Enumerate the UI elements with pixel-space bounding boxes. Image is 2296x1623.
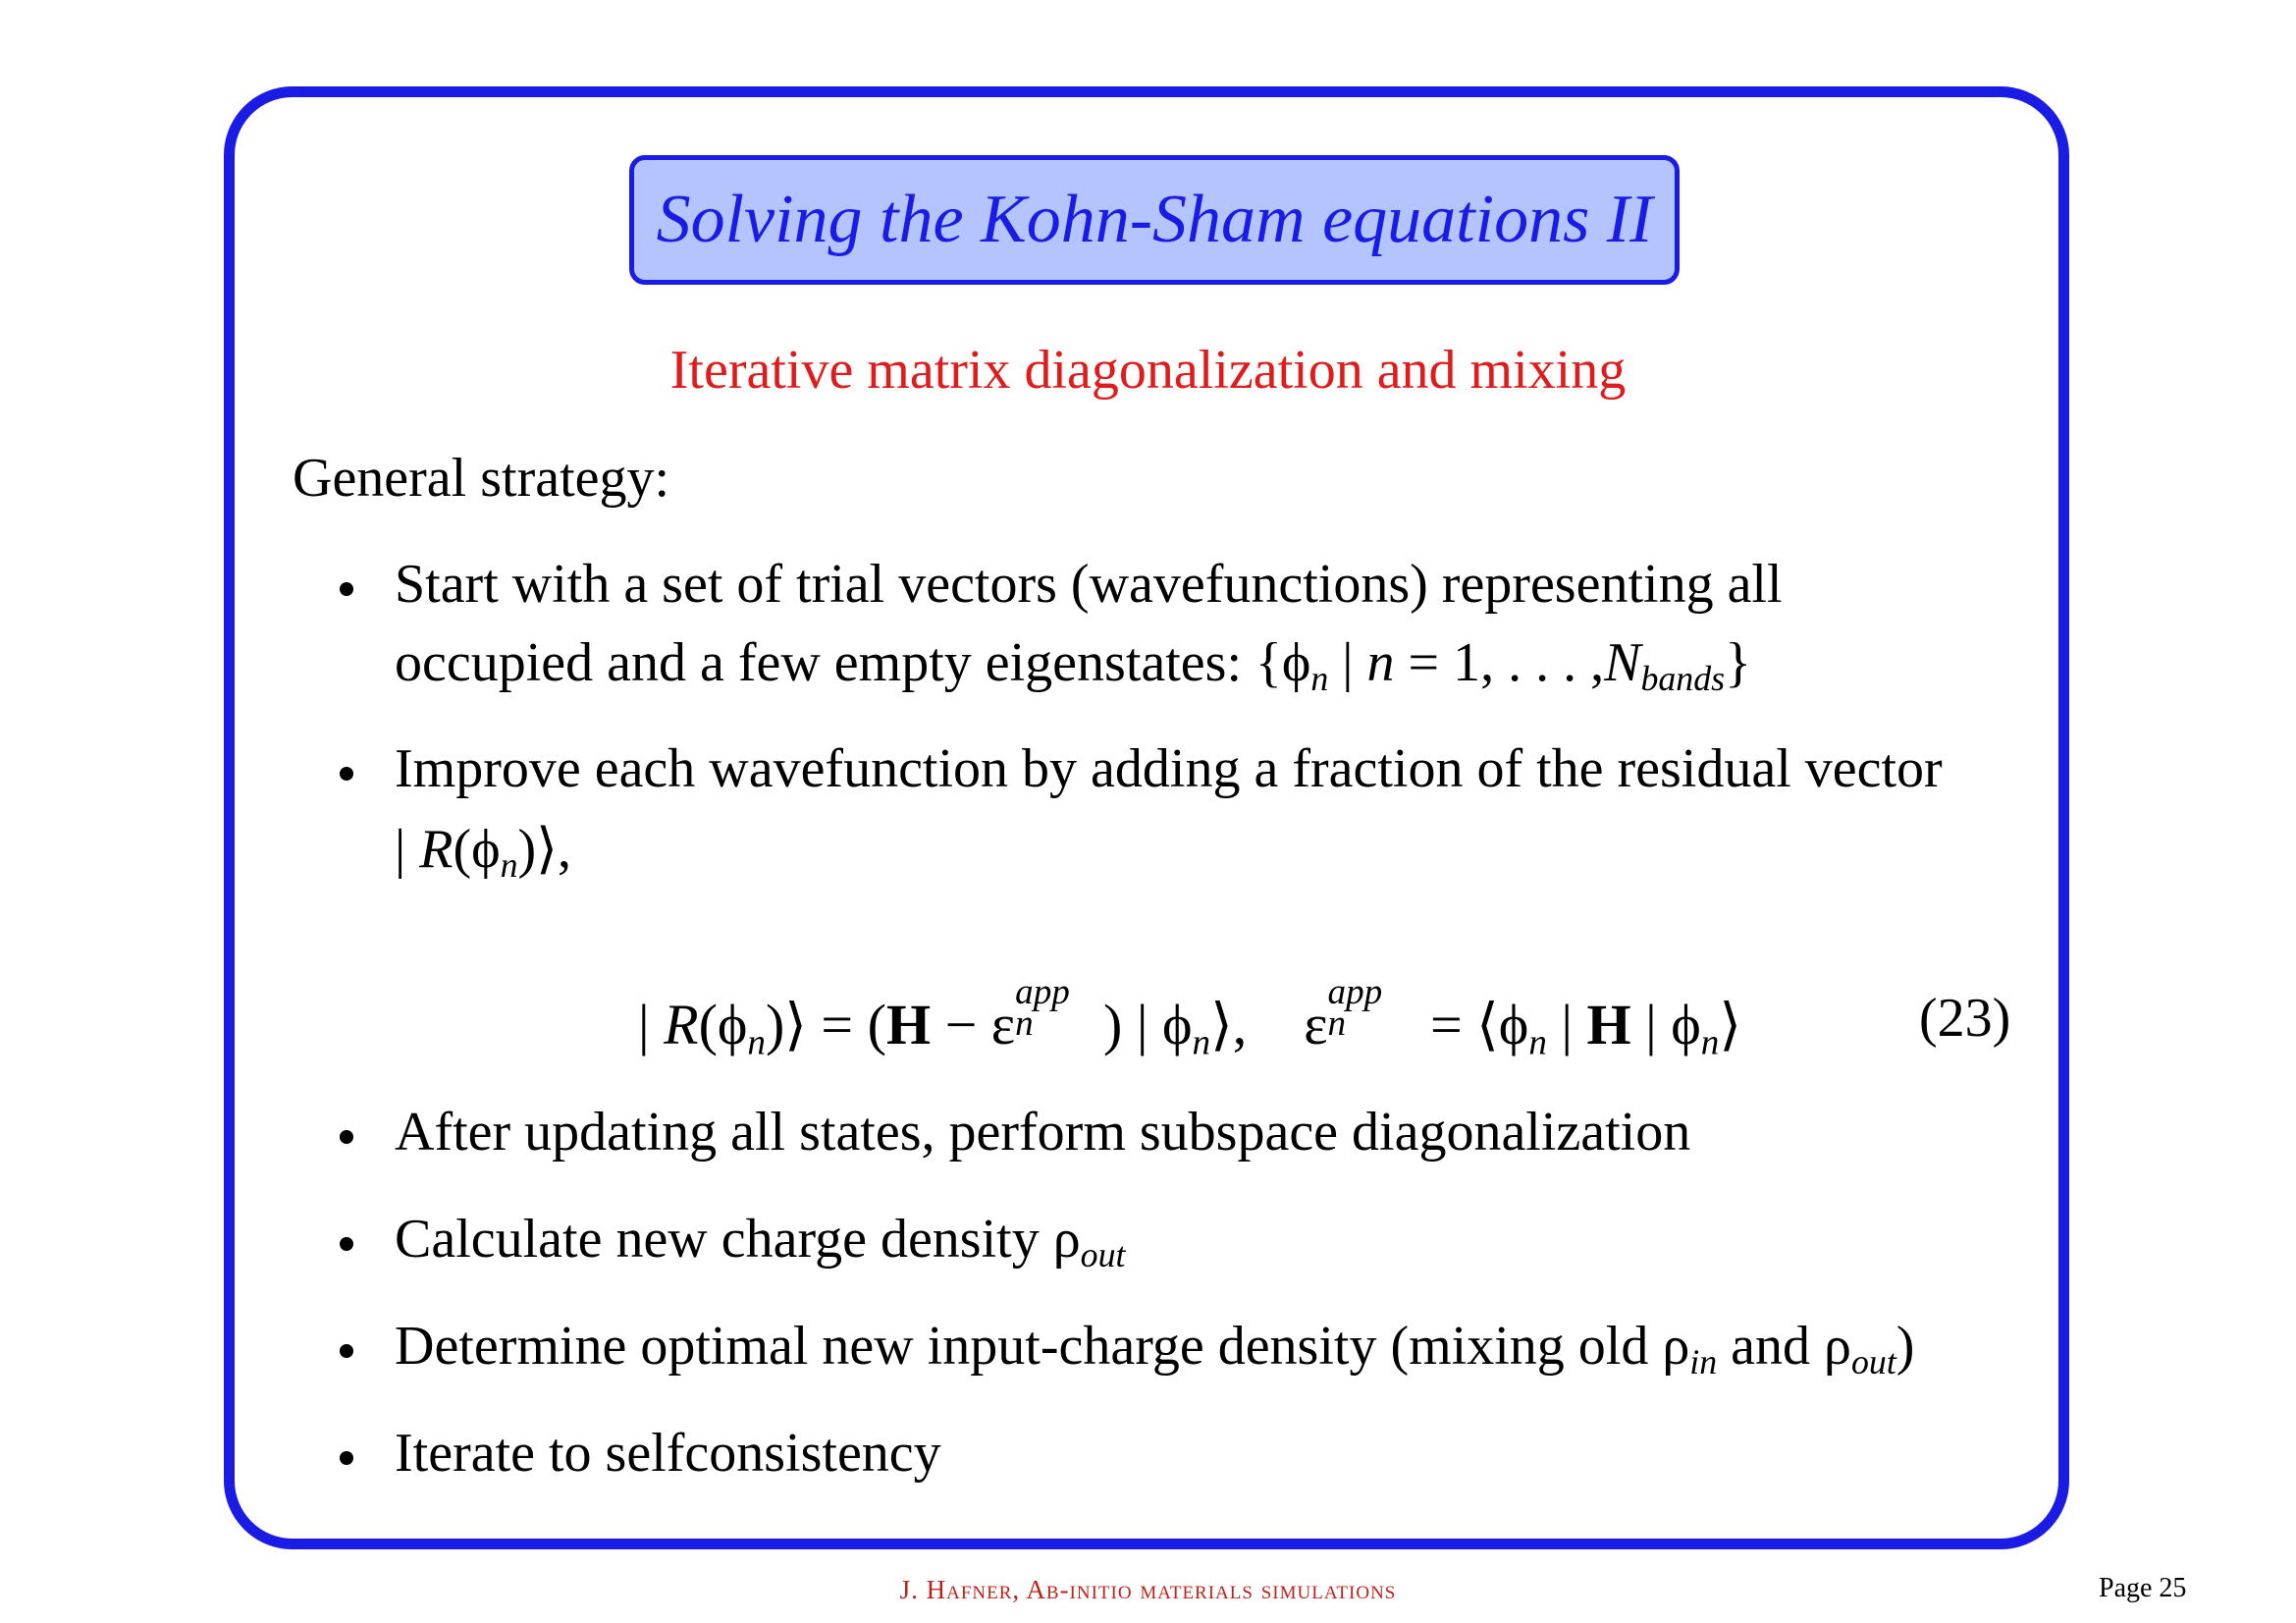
intro-text: General strategy: xyxy=(293,448,670,509)
bullet-3-text: After updating all states, perform subspace diagonalization xyxy=(395,1102,1691,1163)
bullet-5-text-post: ) xyxy=(1896,1316,1915,1377)
equation-number: (23) xyxy=(1919,988,2011,1049)
page-number: Page 25 xyxy=(2099,1573,2187,1603)
residual-vector-formula: | $R(\phi_n)⟩$, xyxy=(395,819,571,886)
bullet-dot-1 xyxy=(340,582,353,596)
band-set-formula: {$\phi_n$ | n = 1, . . . $,N_{bands}$} xyxy=(1255,632,1751,699)
title-box xyxy=(629,155,1680,285)
bullet-6-text: Iterate to selfconsistency xyxy=(395,1423,941,1484)
bullet-1-line-2 xyxy=(395,631,1751,699)
rho-out-symbol: $\rho_{out}$ xyxy=(1052,1209,1126,1275)
bullet-1-line-2-text: occupied and a few empty eigenstates: xyxy=(395,632,1255,693)
bullet-dot-6 xyxy=(340,1451,353,1465)
footer-credit xyxy=(0,1575,2296,1605)
bullet-1-line-1: Start with a set of trial vectors (wavefunctions) representing all xyxy=(395,554,1783,615)
bullet-5-text-mid: and xyxy=(1717,1316,1825,1377)
bullet-2-line-1: Improve each wavefunction by adding a fraction of the residual vector xyxy=(395,738,1943,799)
bullet-4-text: Calculate new charge density xyxy=(395,1209,1053,1270)
bullet-5 xyxy=(395,1315,1915,1382)
bullet-5-text-pre: Determine optimal new input-charge density (mixing old xyxy=(395,1316,1663,1377)
bullet-dot-2 xyxy=(340,767,353,781)
footer-credit-text: J. Hafner, Ab-initio materials simulations xyxy=(899,1575,1397,1604)
slide-subtitle: Iterative matrix diagonalization and mixing xyxy=(669,340,1627,401)
slide-title: Solving the Kohn-Sham equations II xyxy=(656,182,1653,257)
bullet-dot-3 xyxy=(340,1130,353,1144)
rho-in-symbol: $\rho_{in}$ xyxy=(1662,1316,1718,1382)
residual-equation: | $R(\phi_n)⟩ = (H - \varepsilon$ app n ) | $\phi_n⟩$, ε app n = $⟨\phi_n$ | H | $\phi_n⟩$ xyxy=(638,972,1741,1063)
bullet-4 xyxy=(395,1208,1126,1275)
bullet-dot-4 xyxy=(340,1237,353,1251)
bullet-dot-5 xyxy=(340,1344,353,1358)
rho-out-symbol-2: $\rho_{out}$ xyxy=(1824,1316,1896,1382)
